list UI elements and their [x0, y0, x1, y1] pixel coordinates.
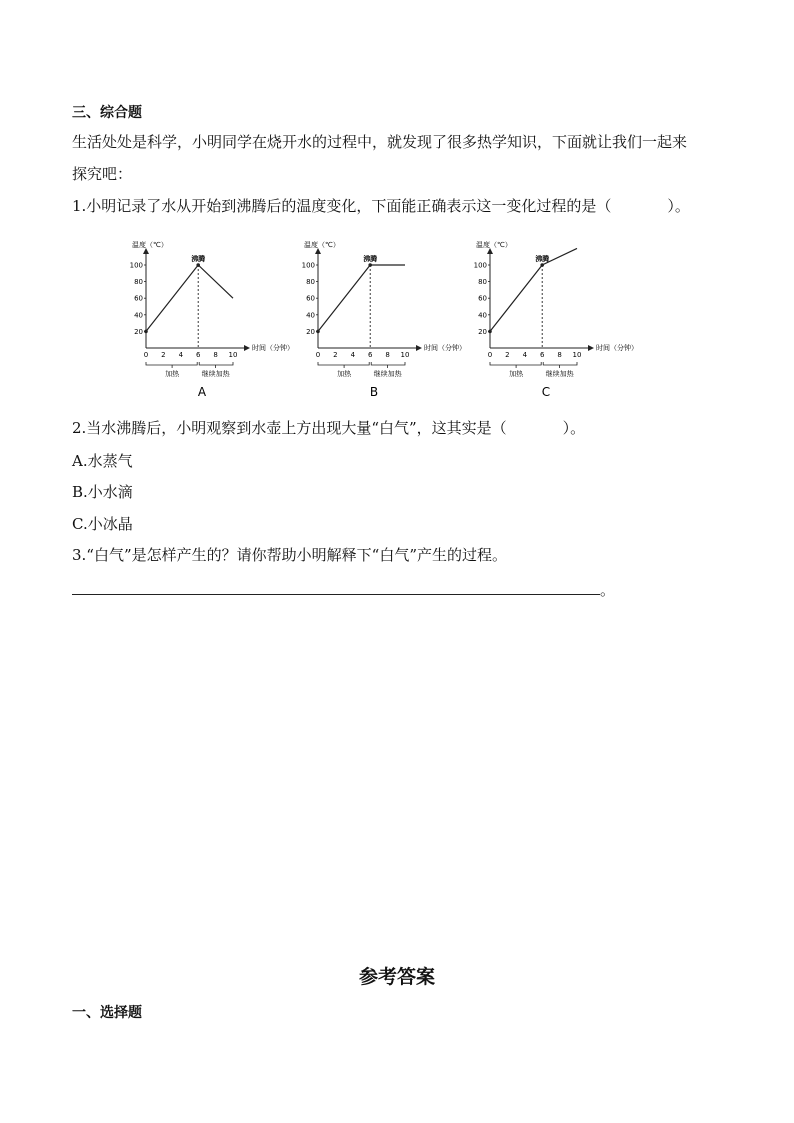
temperature-line — [146, 265, 233, 331]
brace-continue-heating — [543, 362, 577, 365]
question-1-close: ）。 — [667, 197, 690, 215]
chart-option-label: C — [541, 385, 551, 399]
x-tick-label: 6 — [367, 351, 373, 359]
y-tick-label: 20 — [478, 327, 487, 336]
x-tick-label: 8 — [385, 351, 390, 359]
intro-line-2: 探究吧： — [72, 165, 133, 183]
y-axis-title: 温度（℃） — [476, 241, 512, 249]
chart-option-label: B — [369, 385, 379, 399]
x-axis-arrow — [244, 345, 250, 351]
y-tick-label: 60 — [134, 294, 143, 303]
x-tick-label: 10 — [572, 351, 582, 359]
boiling-label: 沸腾 — [363, 255, 378, 263]
y-tick-label: 20 — [134, 327, 143, 336]
answer-line-end: 。 — [600, 581, 616, 599]
x-tick-label: 0 — [487, 351, 493, 359]
y-tick-label: 100 — [129, 261, 143, 270]
x-axis-arrow — [416, 345, 422, 351]
question-3: 3.“白气”是怎样产生的？请你帮助小明解释下“白气”产生的过程。 — [72, 546, 507, 564]
data-point — [316, 330, 320, 334]
temperature-line — [318, 265, 405, 331]
brace-continue-label: 继续加热 — [201, 370, 230, 378]
answer-key-title: 参考答案 — [358, 966, 435, 988]
y-tick-label: 80 — [478, 278, 487, 287]
y-tick-label: 100 — [301, 261, 315, 270]
x-tick-label: 6 — [195, 351, 201, 359]
data-point — [488, 330, 492, 334]
option-a: A.水蒸气 — [72, 452, 133, 470]
y-tick-label: 40 — [478, 311, 487, 320]
option-c: C.小冰晶 — [72, 515, 133, 533]
x-tick-label: 2 — [505, 351, 510, 359]
x-tick-label: 6 — [539, 351, 545, 359]
x-tick-label: 0 — [315, 351, 321, 359]
x-tick-label: 10 — [400, 351, 410, 359]
answer-line[interactable] — [72, 594, 600, 595]
chart-figure — [114, 236, 648, 406]
brace-continue-label: 继续加热 — [373, 370, 402, 378]
brace-continue-heating — [199, 362, 233, 365]
x-tick-label: 4 — [350, 351, 356, 359]
brace-heating — [318, 362, 369, 365]
boiling-label: 沸腾 — [191, 255, 206, 263]
y-tick-label: 60 — [306, 294, 315, 303]
x-tick-label: 0 — [143, 351, 149, 359]
x-axis-arrow — [588, 345, 594, 351]
question-2-close: ）。 — [562, 419, 586, 437]
x-axis-title: 时间（分钟） — [424, 344, 466, 352]
x-tick-label: 10 — [228, 351, 238, 359]
brace-heating — [490, 362, 541, 365]
brace-heating — [146, 362, 197, 365]
question-2-text: 2.当水沸腾后，小明观察到水壶上方出现大量“白气”，这其实是（ — [72, 419, 507, 437]
y-tick-label: 80 — [306, 278, 315, 287]
data-point — [144, 330, 148, 334]
question-2 — [72, 418, 585, 438]
intro-line-1: 生活处处是科学，小明同学在烧开水的过程中，就发现了很多热学知识，下面就让我们一起来 — [72, 133, 688, 151]
chart-b — [286, 236, 466, 406]
brace-continue-label: 继续加热 — [545, 370, 574, 378]
brace-continue-heating — [371, 362, 405, 365]
question-1-text: 1.小明记录了水从开始到沸腾后的温度变化，下面能正确表示这一变化过程的是（ — [72, 197, 612, 215]
chart-option-label: A — [197, 385, 207, 399]
y-axis-title: 温度（℃） — [132, 241, 168, 249]
x-tick-label: 8 — [557, 351, 562, 359]
x-tick-label: 2 — [161, 351, 166, 359]
y-tick-label: 100 — [473, 261, 487, 270]
x-axis-title: 时间（分钟） — [252, 344, 294, 352]
chart-a — [114, 236, 294, 406]
question-1 — [72, 196, 690, 216]
temperature-line — [490, 248, 577, 331]
boiling-label: 沸腾 — [535, 255, 550, 263]
chart-c — [458, 236, 638, 406]
section-heading: 三、综合题 — [72, 105, 142, 121]
y-tick-label: 80 — [134, 278, 143, 287]
x-tick-label: 4 — [522, 351, 528, 359]
y-tick-label: 20 — [306, 327, 315, 336]
option-b: B.小水滴 — [72, 483, 133, 501]
y-axis-title: 温度（℃） — [304, 241, 340, 249]
y-tick-label: 40 — [306, 311, 315, 320]
y-tick-label: 40 — [134, 311, 143, 320]
brace-heating-label: 加热 — [509, 370, 524, 378]
y-tick-label: 60 — [478, 294, 487, 303]
brace-heating-label: 加热 — [165, 370, 180, 378]
answer-section-heading: 一、选择题 — [72, 1005, 142, 1021]
x-axis-title: 时间（分钟） — [596, 344, 638, 352]
x-tick-label: 4 — [178, 351, 184, 359]
x-tick-label: 8 — [213, 351, 218, 359]
brace-heating-label: 加热 — [337, 370, 352, 378]
x-tick-label: 2 — [333, 351, 338, 359]
